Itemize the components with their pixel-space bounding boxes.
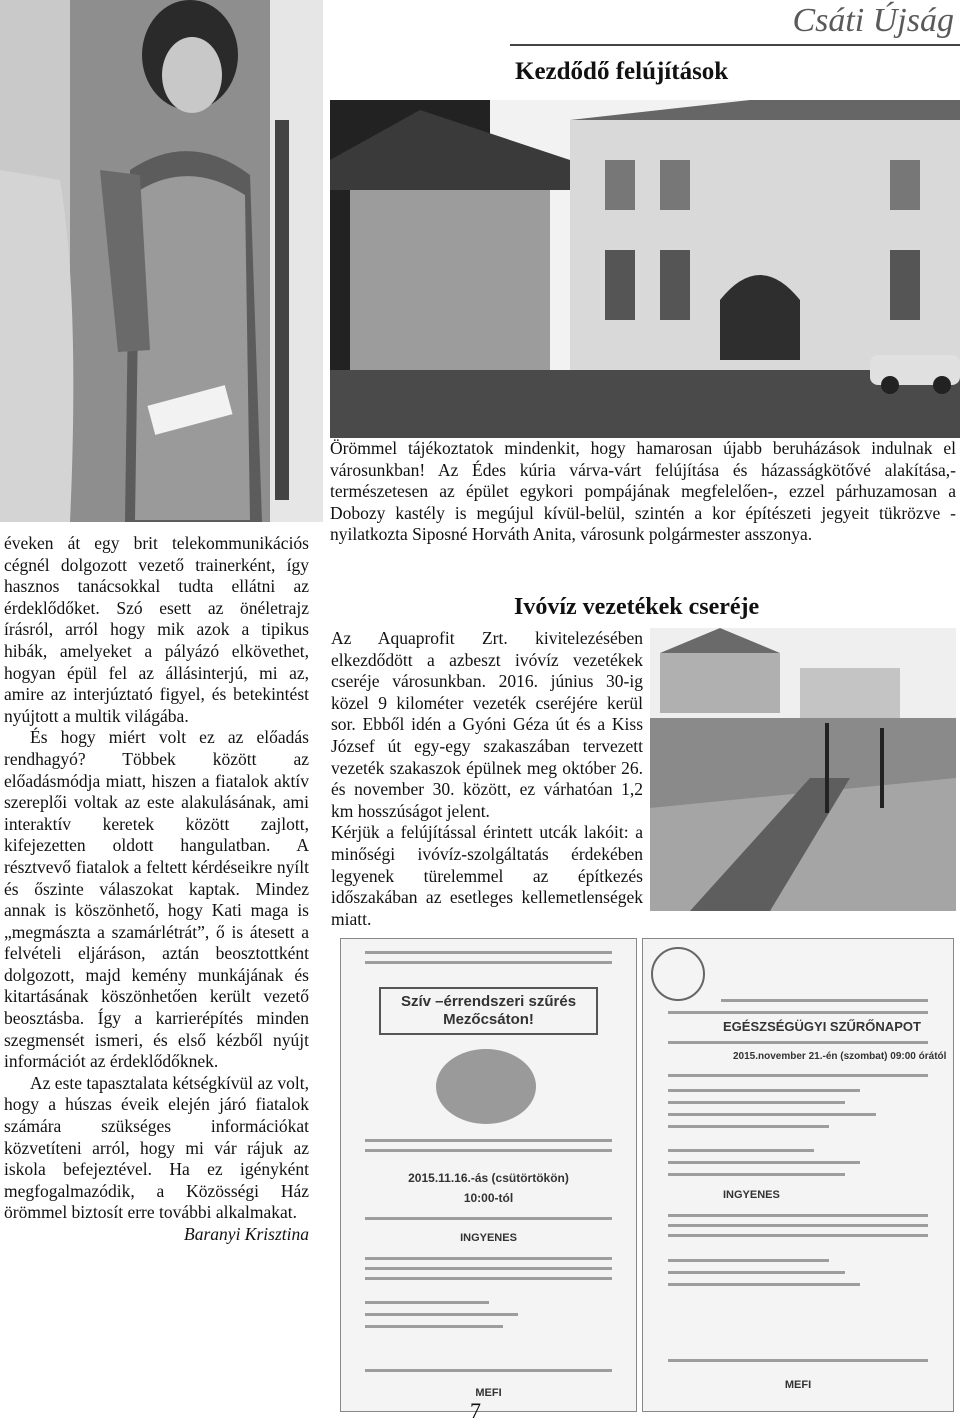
water-text — [331, 628, 643, 930]
water-paragraph-2: Kérjük a felújítással érintett utcák lakóit: a minőségi ivóvíz-szolgáltatás érdekében legyenek türelemmel az építkezés időszakában az esetleges kellemetlenségek miatt. — [331, 822, 643, 929]
article-title: Kezdődő felújítások — [515, 58, 729, 85]
left-column — [4, 533, 309, 1246]
heart-hands-icon — [436, 1049, 536, 1124]
buildings-photo — [330, 100, 960, 438]
page-number: 7 — [470, 1398, 481, 1423]
presenter-photo — [0, 0, 323, 522]
newspaper-title: Csáti Újság — [792, 2, 954, 39]
poster-left-time: 10:00-tól — [463, 1191, 514, 1205]
poster-left-footer: MEFI — [475, 1387, 502, 1399]
left-paragraph-3: Az este tapasztalata kétségkívül az volt, hogy a húszas éveik elején járó fiatalok számára szükséges információkat közvetíteni arról, hogy mi vár rájuk az iskola befejeztével. Ha ez igényként megfogalmazódik, a Közösségi Ház örömmel biztosít erre további alkalmakat. — [4, 1072, 309, 1223]
renovation-text — [330, 438, 956, 546]
left-paragraph-1: éveken át egy brit telekommunikációs cégnél dolgozott vezető trainerként, így hasznos tanácsokkal tudta ellátni az érdeklődőket. Szó esett az önéletrajz írásról, arról hogy mik azok a tipikus hibák, amelyeket a pályázó elkövethet, hogyan épül fel az állásinterjú, mi az, amire az interjúztató figyel, és betekintést nyújtott a multik világába. — [4, 533, 309, 726]
water-section-title: Ivóvíz vezetékek cseréje — [514, 594, 760, 620]
poster-left-date: 2015.11.16.-ás (csütörtökön) — [408, 1171, 569, 1185]
poster-right-date: 2015.november 21.-én (szombat) 09:00 órától — [733, 1051, 947, 1062]
poster-right-headline: EGÉSZSÉGÜGYI SZŰRŐNAPOT — [723, 1019, 921, 1034]
left-paragraph-2: És hogy miért volt ez az előadás rendhagyó? Többek között az előadásmódja miatt, hiszen a fiatalok aktív szereplői voltak az este alakulásának, ami interaktív keretek között zajlott, kifejezetten oldott hangulatban. A résztvevő fiatalok a feltett kérdéseikre nyílt és őszinte válaszokat kaptak. Mindez annak is köszönhető, hogy Kati maga is „megmászta a szamárlétrát”, ő is átesett a felvételi eljáráson, aztán beosztottként dolgozott, majd kemény munkájának és kitartásának köszönhetően került vezető beosztásba. Így a karrierépítés minden szegmensét ismeri, és első kézből nyújt információt az érdeklődőknek. — [4, 727, 309, 1072]
screening-poster-right — [642, 938, 954, 1412]
screening-poster-left — [340, 938, 637, 1412]
renovation-paragraph: Örömmel tájékoztatok mindenkit, hogy hamarosan újabb beruházások indulnak el városunkban! Az Édes kúria várva-várt felújítása és házasságkötővé alakítása,- természetesen az épület egykori pompájának megfelelően-, ezzel párhuzamosan a Dobozy kastély is megújul kívül-belül, szintén a kor építészeti jegyeit tükrözve - nyilatkozta Siposné Horváth Anita, városunk polgármester asszonya. — [330, 438, 956, 545]
poster-left-headline: Szív –érrendszeri szűrés Mezőcsáton! — [379, 987, 598, 1035]
hospital-logo-icon — [651, 947, 705, 1001]
water-paragraph-1: Az Aquaprofit Zrt. kivitelezésében elkezdődött a azbeszt ivóvíz vezetékek cseréje városunkban. 2016. június 30-ig közel 9 kilométer vezeték cseréjére kerül sor. Ebből idén a Gyóni Géza út és a Kiss József út egy-egy szakaszában tervezett vezeték szakaszok épülnek meg október 26. és november 30. között, ez várhatóan 1,2 km hosszúságot jelent. — [331, 628, 643, 821]
poster-right-free: INGYENES — [723, 1189, 780, 1201]
pipeworks-photo — [650, 628, 956, 911]
poster-right-footer: MEFI — [784, 1379, 812, 1391]
author-signature: Baranyi Krisztina — [184, 1224, 309, 1244]
poster-left-free: INGYENES — [460, 1232, 517, 1244]
header-rule — [510, 44, 960, 46]
